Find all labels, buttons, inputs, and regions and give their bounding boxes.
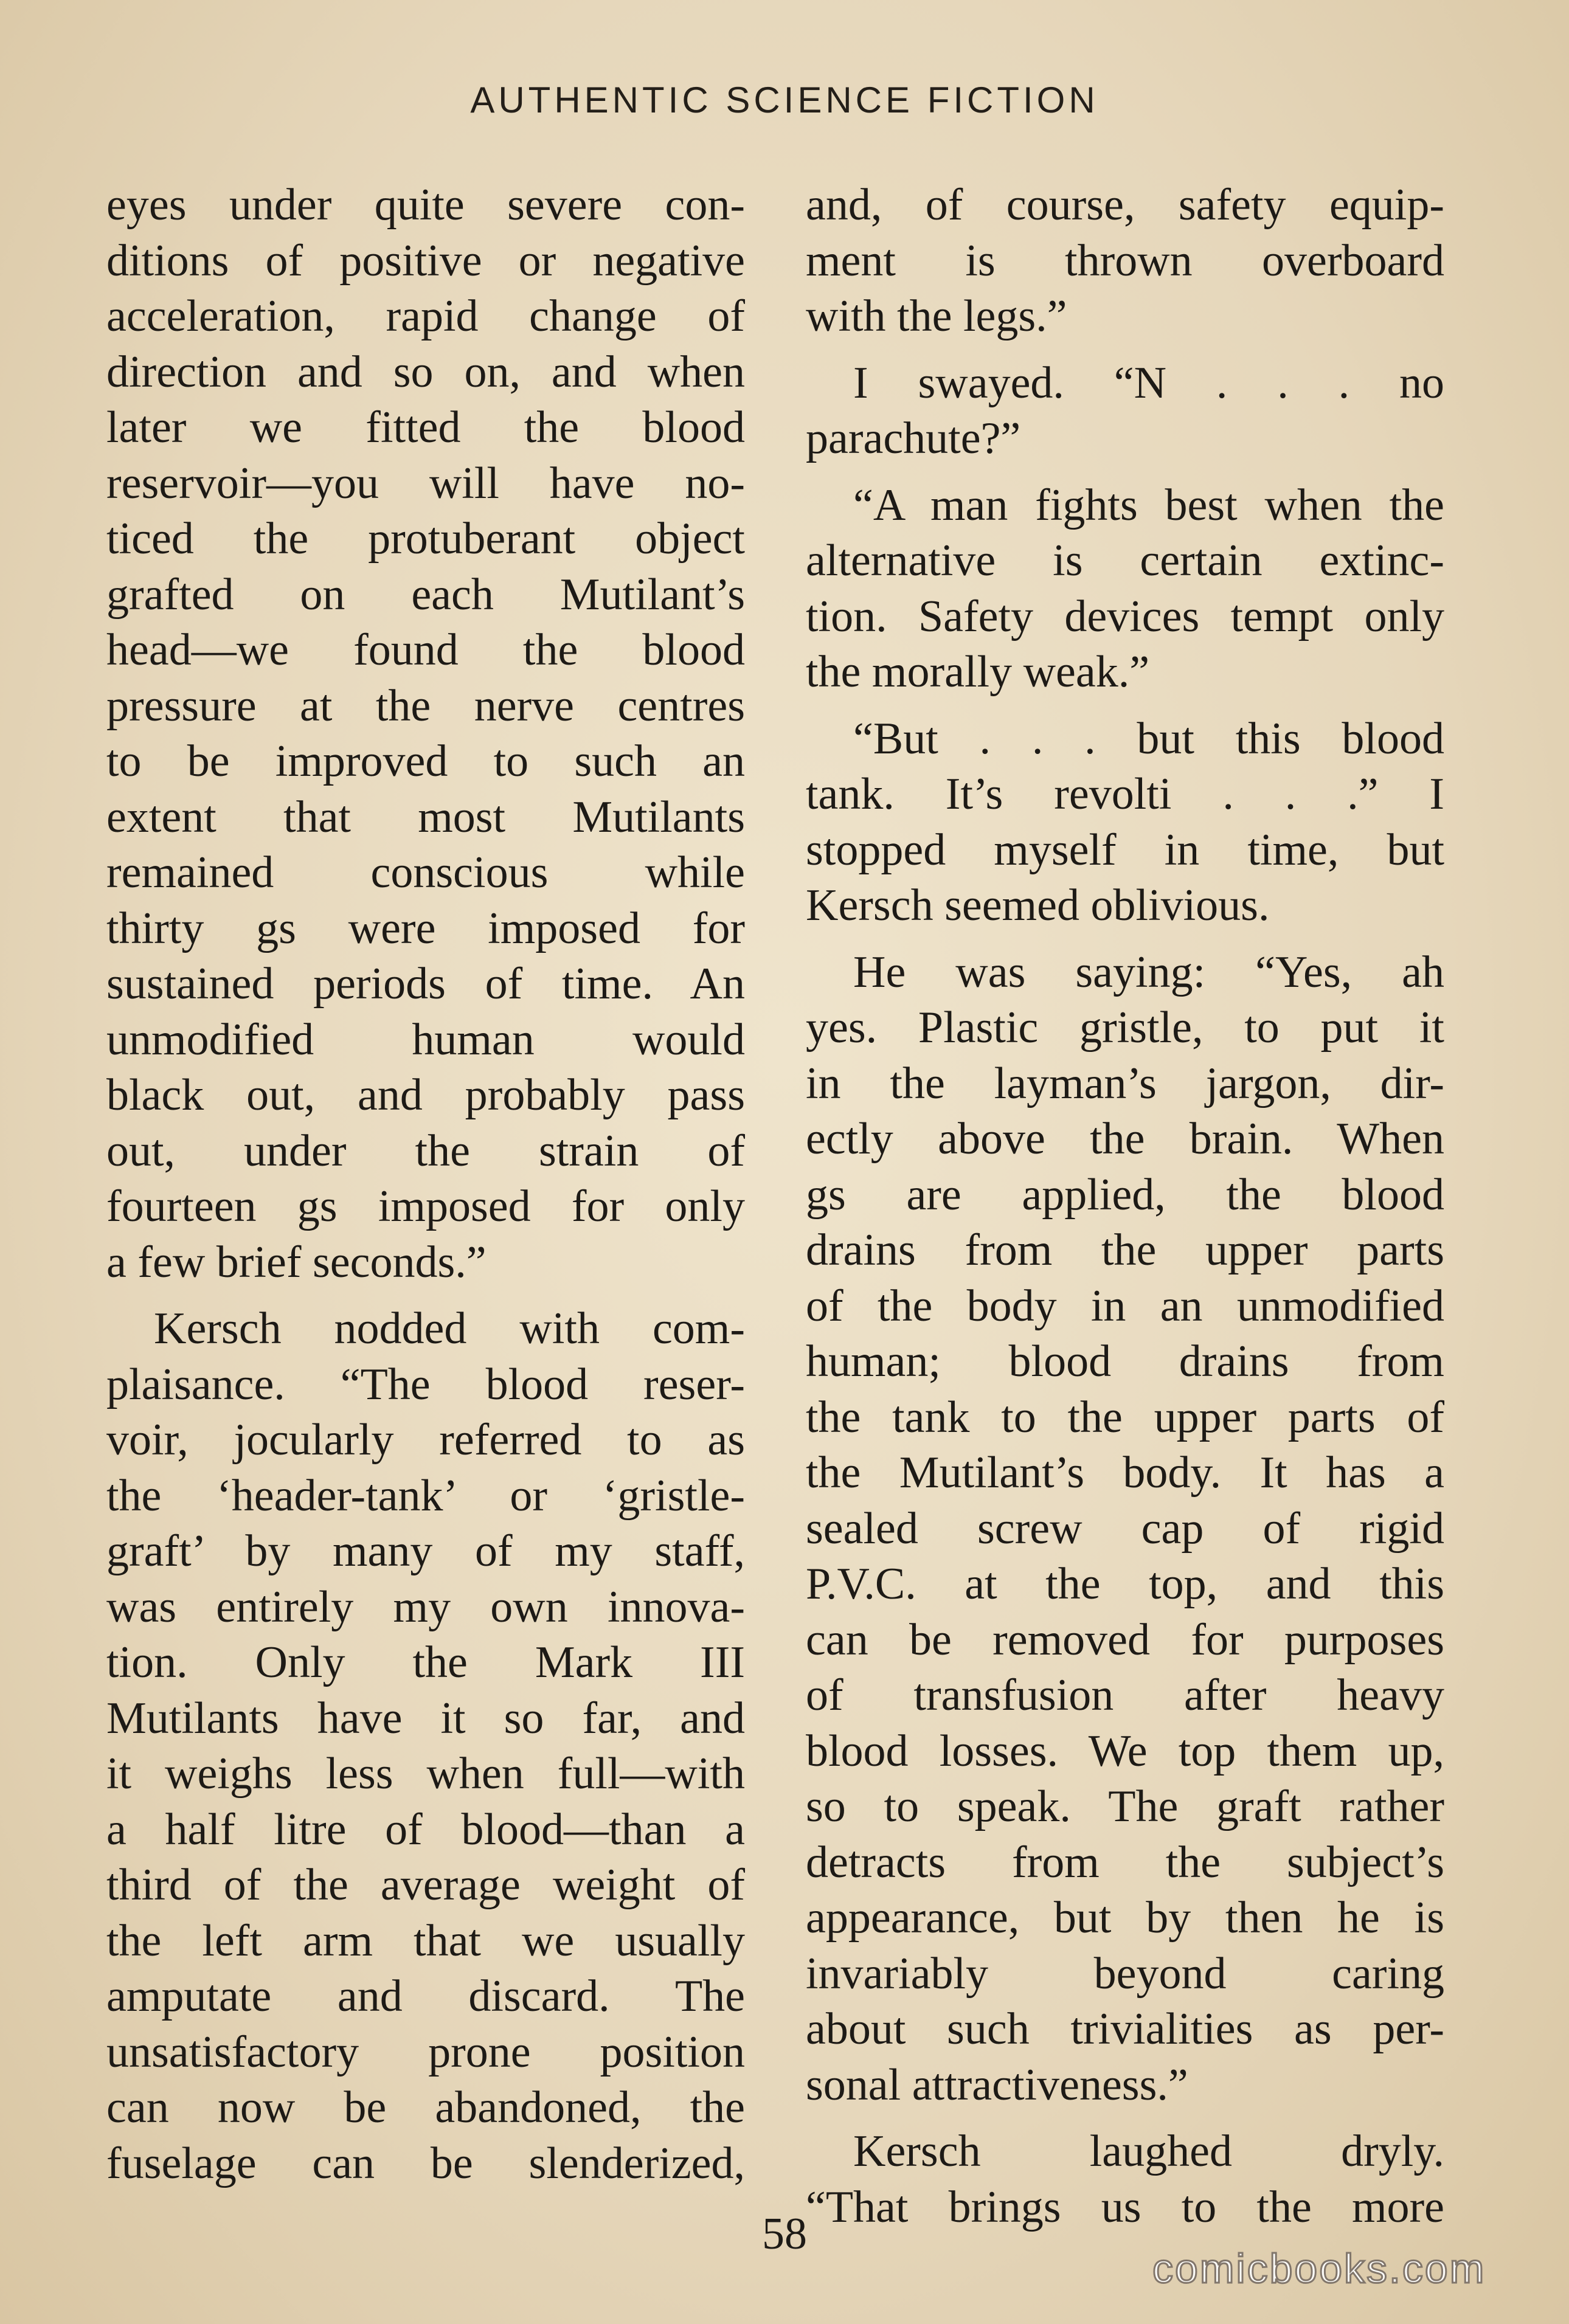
text-line: invariably beyond caring	[806, 1948, 1444, 1999]
text-line: Kersch laughed dryly.	[853, 2126, 1444, 2176]
text-line: so to speak. The graft rather	[806, 1782, 1444, 1831]
text-line: to be improved to such an	[106, 736, 745, 786]
text-line: human; blood drains from	[806, 1337, 1444, 1386]
text-line: pressure at the nerve centres	[106, 680, 745, 731]
text-line: parachute?”	[806, 413, 1021, 463]
text-line: tion. Only the Mark III	[106, 1638, 745, 1687]
left-column	[106, 178, 745, 2202]
text-line: of the body in an unmodified	[806, 1281, 1444, 1331]
text-line: can now be abandoned, the	[106, 2083, 745, 2132]
paragraph	[806, 945, 1444, 2114]
paragraph	[806, 478, 1444, 700]
text-line: sonal attractiveness.”	[806, 2059, 1188, 2110]
text-line: about such trivialities as per-	[806, 2004, 1444, 2054]
watermark-logo: comicbooks.com	[1152, 2246, 1486, 2292]
text-line: extent that most Mutilants	[106, 792, 745, 842]
text-line: remained conscious while	[106, 848, 745, 897]
text-line: out, under the strain of	[106, 1126, 745, 1176]
text-line: ditions of positive or negative	[106, 235, 745, 286]
text-line: it weighs less when full—with	[106, 1749, 745, 1799]
text-line: “That brings us to the more	[806, 2182, 1444, 2232]
text-line: the morally weak.”	[806, 647, 1150, 697]
text-line: acceleration, rapid change of	[106, 291, 745, 341]
text-line: can be removed for purposes	[806, 1614, 1444, 1665]
text-line: fourteen gs imposed for only	[106, 1181, 745, 1231]
text-line: Kersch seemed oblivious.	[806, 880, 1270, 930]
text-line: yes. Plastic gristle, to put it	[806, 1003, 1444, 1053]
right-column	[806, 178, 1444, 2246]
text-line: detracts from the subject’s	[806, 1837, 1444, 1887]
text-line: appearance, but by then he is	[806, 1893, 1444, 1943]
text-line: Mutilants have it so far, and	[106, 1693, 745, 1743]
text-line: later we fitted the blood	[106, 403, 745, 452]
text-line: the left arm that we usually	[106, 1915, 745, 1966]
text-line: a half litre of blood—than a	[106, 1804, 745, 1855]
text-line: unmodified human would	[106, 1014, 745, 1065]
text-line: Kersch nodded with com-	[154, 1304, 745, 1354]
text-line: and, of course, safety equip-	[806, 180, 1444, 230]
text-line: reservoir—you will have no-	[106, 458, 745, 508]
page-number: 58	[762, 2209, 807, 2259]
text-line: stopped myself in time, but	[806, 825, 1444, 875]
text-line: tion. Safety devices tempt only	[806, 591, 1444, 642]
text-line: the tank to the upper parts of	[806, 1392, 1444, 1442]
text-line: unsatisfactory prone position	[106, 2027, 745, 2077]
text-line: the Mutilant’s body. It has a	[806, 1448, 1444, 1498]
text-line: ectly above the brain. When	[806, 1114, 1444, 1164]
text-line: alternative is certain extinc-	[806, 536, 1444, 586]
text-line: in the layman’s jargon, dir-	[806, 1058, 1444, 1108]
paragraph	[806, 711, 1444, 934]
text-line: “But . . . but this blood	[853, 713, 1444, 764]
text-line: “A man fights best when the	[853, 480, 1444, 530]
text-line: drains from the upper parts	[806, 1225, 1444, 1275]
text-line: with the legs.”	[806, 291, 1067, 341]
text-line: voir, jocularly referred to as	[106, 1415, 745, 1465]
text-line: thirty gs were imposed for	[106, 903, 745, 953]
text-line: ment is thrown overboard	[806, 235, 1444, 286]
text-line: blood losses. We top them up,	[806, 1726, 1444, 1776]
paragraph	[806, 178, 1444, 345]
text-line: was entirely my own innova-	[106, 1582, 745, 1632]
text-line: I swayed. “N . . . no	[853, 358, 1444, 408]
text-line: head—we found the blood	[106, 625, 745, 675]
text-line: sealed screw cap of rigid	[806, 1503, 1444, 1554]
text-line: the ‘header-tank’ or ‘gristle-	[106, 1470, 745, 1521]
text-line: a few brief seconds.”	[106, 1237, 487, 1287]
text-line: of transfusion after heavy	[806, 1670, 1444, 1720]
text-line: ticed the protuberant object	[106, 514, 745, 564]
paragraph	[106, 1301, 745, 2191]
paragraph	[106, 178, 745, 1290]
text-line: fuselage can be slenderized,	[106, 2138, 745, 2188]
text-line: graft’ by many of my staff,	[106, 1526, 745, 1576]
text-line: amputate and discard. The	[106, 1971, 745, 2021]
text-line: direction and so on, and when	[106, 347, 745, 397]
text-line: plaisance. “The blood reser-	[106, 1359, 745, 1409]
text-line: He was saying: “Yes, ah	[853, 947, 1444, 997]
text-line: black out, and probably pass	[106, 1070, 745, 1120]
running-header: AUTHENTIC SCIENCE FICTION	[470, 80, 1099, 120]
text-line: P.V.C. at the top, and this	[806, 1559, 1444, 1609]
text-line: eyes under quite severe con-	[106, 180, 745, 230]
text-line: gs are applied, the blood	[806, 1169, 1444, 1220]
text-line: grafted on each Mutilant’s	[106, 569, 745, 620]
paragraph	[806, 356, 1444, 467]
text-line: tank. It’s revolti . . .” I	[806, 769, 1444, 819]
text-line: sustained periods of time. An	[106, 959, 745, 1009]
text-line: third of the average weight of	[106, 1860, 745, 1910]
